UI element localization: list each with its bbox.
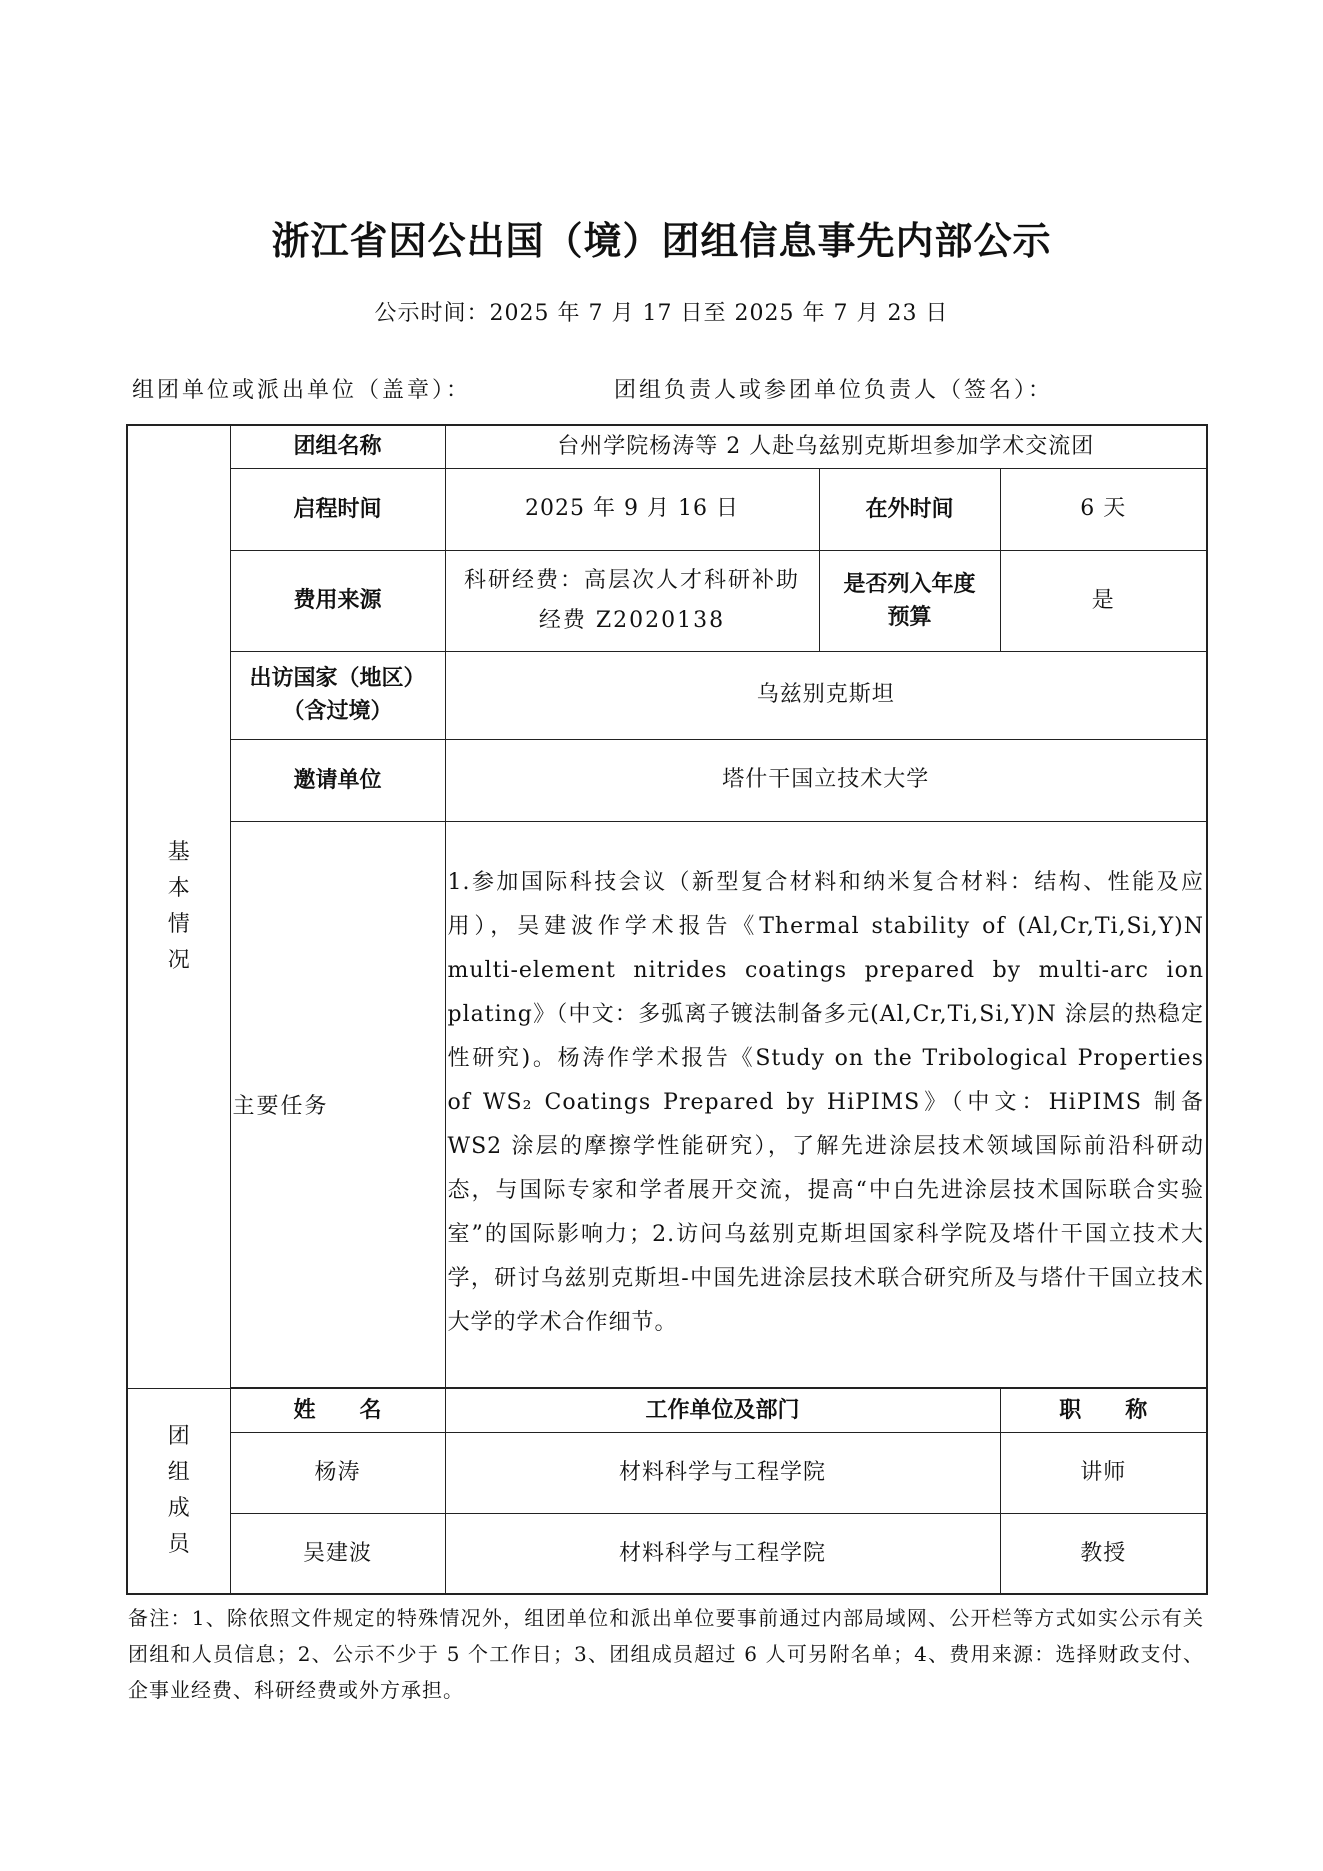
task-value: 1.参加国际科技会议（新型复合材料和纳米复合材料：结构、性能及应用），吴建波作学术报告《Thermal stability of (Al,Cr,Ti,Si,Y)N multi-element nitrides coatings prepared by multi-arc ion plating》（中文：多弧离子镀法制备多元(Al,Cr,Ti,Si,Y)N 涂层的热稳定性研究)。杨涛作学术报告《Study on the Tribological Properties of WS₂ Coatings Prepared by HiPIMS》（中文：HiPIMS 制备 WS2 涂层的摩擦学性能研究），了解先进涂层技术领域国际前沿科研动态，与国际专家和学者展开交流，提高“中白先进涂层技术国际联合实验室”的国际影响力；2.访问乌兹别克斯坦国家科学院及塔什干国立技术大学，研讨乌兹别克斯坦-中国先进涂层技术联合研究所及与塔什干国立技术大学的学术合作细节。 <box>445 821 1207 1387</box>
member-unit: 材料科学与工程学院 <box>445 1432 1000 1513</box>
task-row <box>127 821 1207 1387</box>
inviter-value: 塔什干国立技术大学 <box>445 739 1207 821</box>
member-name-header: 姓 名 <box>230 1388 445 1432</box>
info-table <box>126 424 1208 1595</box>
member-title: 教授 <box>1000 1513 1207 1594</box>
member-name: 吴建波 <box>230 1513 445 1594</box>
days-abroad-value: 6 天 <box>1000 468 1207 550</box>
budget-value: 是 <box>1000 550 1207 651</box>
member-title-header: 职 称 <box>1000 1388 1207 1432</box>
member-unit: 材料科学与工程学院 <box>445 1513 1000 1594</box>
funding-label: 费用来源 <box>230 550 445 651</box>
country-row <box>127 651 1207 739</box>
funding-value: 科研经费：高层次人才科研补助 经费 Z2020138 <box>445 550 819 651</box>
announcement-period: 公示时间：2025 年 7 月 17 日至 2025 年 7 月 23 日 <box>374 301 949 326</box>
leader-signature-label: 团组负责人或参团单位负责人（签名）： <box>614 378 1054 403</box>
member-name: 杨涛 <box>230 1432 445 1513</box>
country-label: 出访国家（地区） （含过境） <box>230 651 445 739</box>
unit-seal-label: 组团单位或派出单位（盖章）： <box>132 378 472 403</box>
group-name-row <box>127 425 1207 468</box>
budget-label: 是否列入年度 预算 <box>819 550 1000 651</box>
group-name-value: 台州学院杨涛等 2 人赴乌兹别克斯坦参加学术交流团 <box>445 425 1207 468</box>
member-unit-header: 工作单位及部门 <box>445 1388 1000 1432</box>
departure-row <box>127 468 1207 550</box>
departure-value: 2025 年 9 月 16 日 <box>445 468 819 550</box>
members-header-row <box>127 1388 1207 1432</box>
table-row <box>127 1432 1207 1513</box>
task-label: 主要任务 <box>230 821 445 1387</box>
days-abroad-label: 在外时间 <box>819 468 1000 550</box>
footnote: 备注：1、除依照文件规定的特殊情况外，组团单位和派出单位要事前通过内部局域网、公开栏等方式如实公示有关团组和人员信息；2、公示不少于 5 个工作日；3、团组成员超过 6 人可另附名单；4、费用来源：选择财政支付、企事业经费、科研经费或外方承担。 <box>128 1606 1204 1702</box>
member-title: 讲师 <box>1000 1432 1207 1513</box>
table-row <box>127 1513 1207 1594</box>
departure-label: 启程时间 <box>230 468 445 550</box>
inviter-label: 邀请单位 <box>230 739 445 821</box>
members-section-label: 团 组 成 员 <box>127 1388 230 1594</box>
inviter-row <box>127 739 1207 821</box>
country-value: 乌兹别克斯坦 <box>445 651 1207 739</box>
funding-row <box>127 550 1207 651</box>
page-title: 浙江省因公出国（境）团组信息事先内部公示 <box>271 219 1052 263</box>
group-name-label: 团组名称 <box>230 425 445 468</box>
basic-info-section-label: 基 本 情 况 <box>127 425 230 1388</box>
